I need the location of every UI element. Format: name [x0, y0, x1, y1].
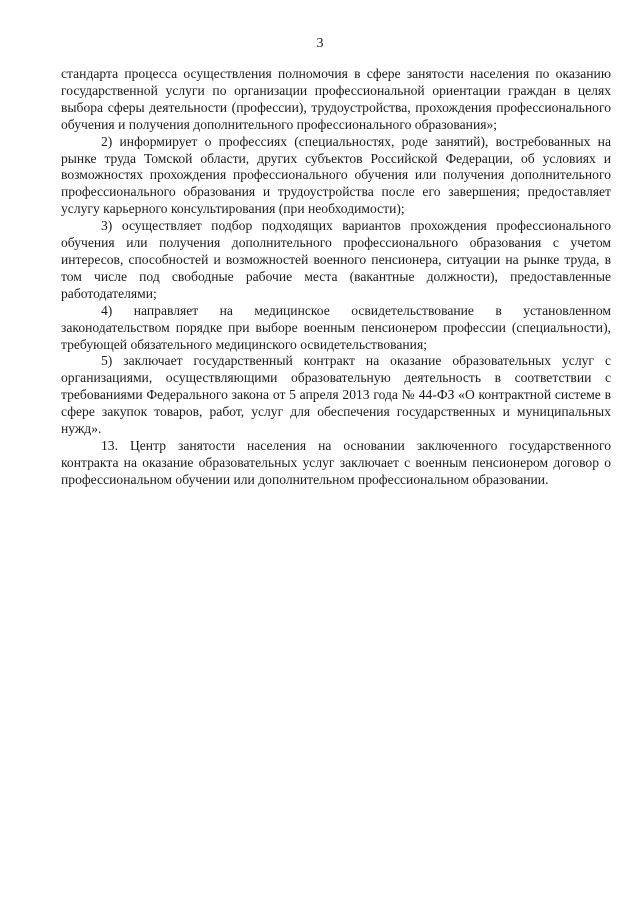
paragraph-continuation: стандарта процесса осуществления полномочия в сфере занятости населения по оказанию государственной услуги по организации профессиональной ориентации граждан в целях выбора сферы деятельности (профессии), трудоустройства, прохождения профессионального обучения и получения дополнительного профессионального образования»;	[61, 66, 611, 132]
paragraph-section-13: 13. Центр занятости населения на основании заключенного государственного контракта на оказание образовательных услуг заключает с военным пенсионером договор о профессиональном обучении или дополнительном профессиональном образовании.	[61, 437, 611, 487]
paragraph-item-5: 5) заключает государственный контракт на оказание образовательных услуг с организациями, осуществляющими образовательную деятельность в соответствии с требованиями Федерального закона от 5 апреля 2013 года № 44-ФЗ «О контрактной системе в сфере закупок товаров, работ, услуг для обеспечения государственных и муниципальных нужд».	[61, 353, 611, 437]
paragraph-item-4: 4) направляет на медицинское освидетельствование в установленном законодательством порядке при выборе военным пенсионером профессии (специальности), требующей обязательного медицинского освидетельствования;	[61, 302, 611, 352]
page-number: 3	[316, 36, 324, 51]
paragraph-item-3: 3) осуществляет подбор подходящих вариантов прохождения профессионального обучения или получения дополнительного профессионального образования с учетом интересов, способностей и возможностей военного пенсионера, ситуации на рынке труда, в том числе под свободные рабочие места (вакантные должности), предоставленные работодателями;	[61, 218, 611, 301]
document-body	[61, 66, 611, 489]
paragraph-item-2: 2) информирует о профессиях (специальностях, роде занятий), востребованных на рынке труда Томской области, других субъектов Российской Федерации, об условиях и возможностях прохождения профессионального обучения или получения дополнительного профессионального образования и трудоустройства после его завершения; предоставляет услугу карьерного консультирования (при необходимости);	[61, 133, 611, 217]
